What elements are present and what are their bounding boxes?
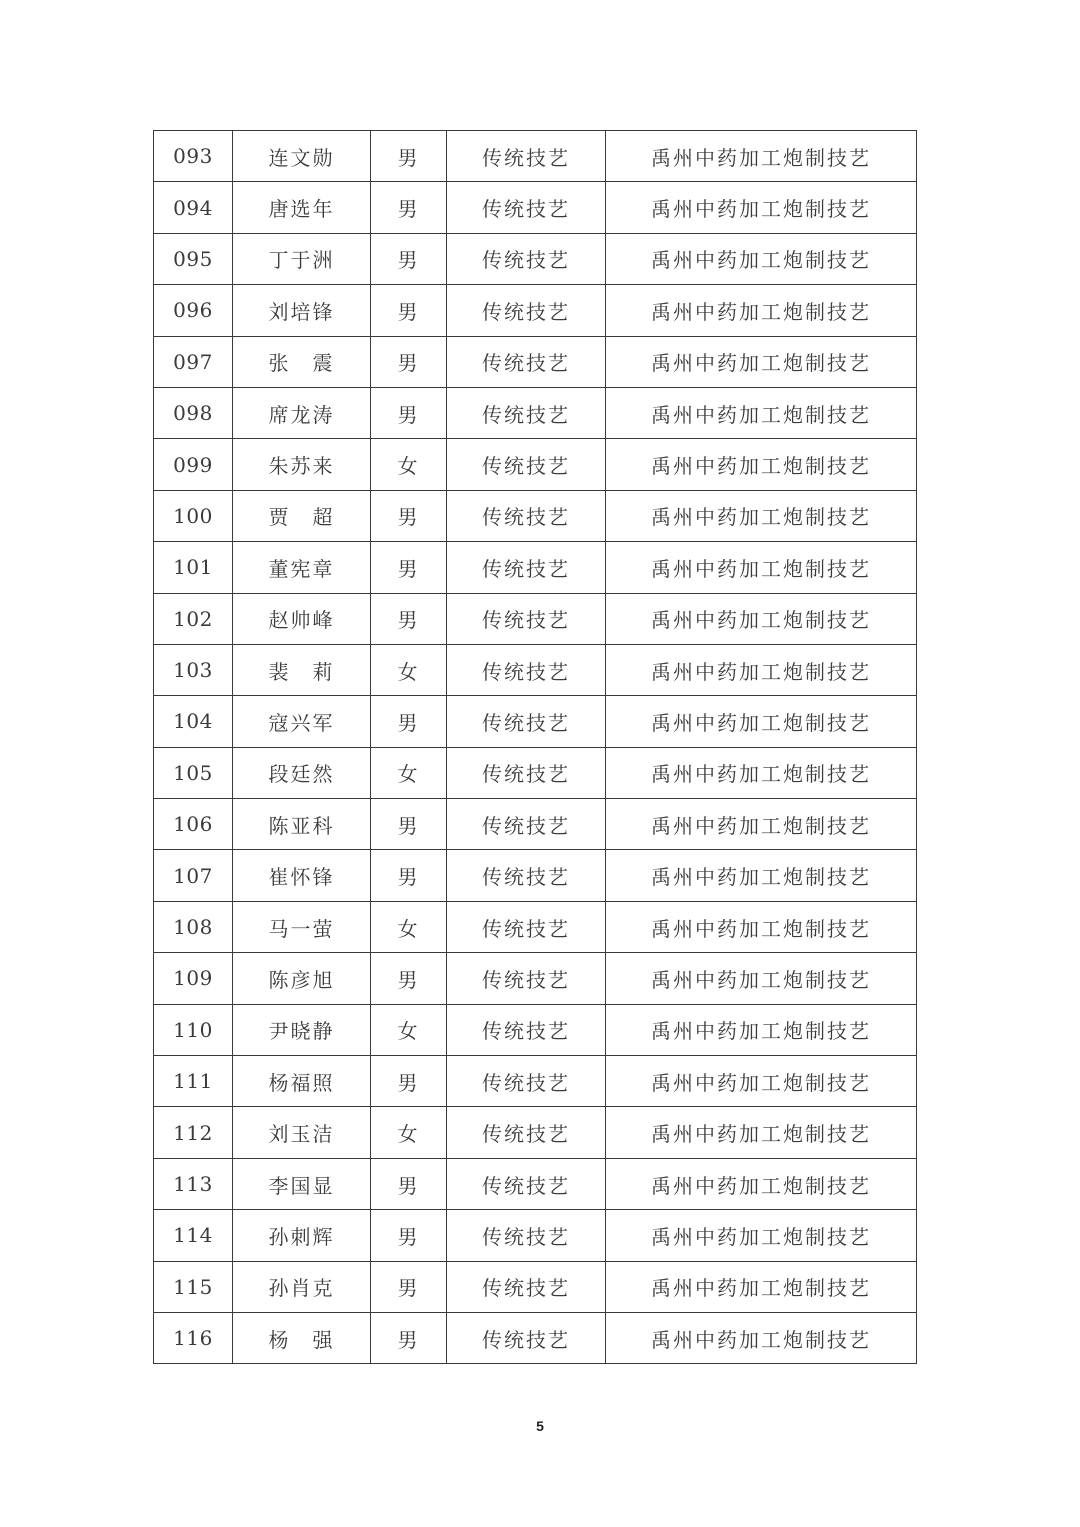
project-cell: 禹州中药加工炮制技艺 [606, 439, 917, 490]
table-row [154, 644, 917, 695]
gender-cell: 女 [371, 1004, 447, 1055]
gender-cell: 女 [371, 901, 447, 952]
table-row [154, 131, 917, 182]
row-number-cell: 109 [154, 953, 233, 1004]
table-row [154, 953, 917, 1004]
table-row [154, 1210, 917, 1261]
name-cell: 刘培锋 [233, 285, 371, 336]
project-cell: 禹州中药加工炮制技艺 [606, 1210, 917, 1261]
project-cell: 禹州中药加工炮制技艺 [606, 593, 917, 644]
category-cell: 传统技艺 [447, 542, 606, 593]
name-cell: 陈亚科 [233, 799, 371, 850]
row-number-cell: 098 [154, 387, 233, 438]
name-cell: 马一萤 [233, 901, 371, 952]
category-cell: 传统技艺 [447, 901, 606, 952]
row-number-cell: 105 [154, 747, 233, 798]
gender-cell: 男 [371, 799, 447, 850]
row-number-cell: 104 [154, 696, 233, 747]
project-cell: 禹州中药加工炮制技艺 [606, 644, 917, 695]
table-row [154, 850, 917, 901]
name-cell: 裴 莉 [233, 644, 371, 695]
category-cell: 传统技艺 [447, 233, 606, 284]
row-number-cell: 107 [154, 850, 233, 901]
table-row [154, 1158, 917, 1209]
row-number-cell: 099 [154, 439, 233, 490]
page-number: 5 [536, 1418, 544, 1434]
gender-cell: 男 [371, 233, 447, 284]
table-row [154, 593, 917, 644]
table-row [154, 901, 917, 952]
table-row [154, 542, 917, 593]
category-cell: 传统技艺 [447, 747, 606, 798]
name-cell: 朱苏来 [233, 439, 371, 490]
row-number-cell: 096 [154, 285, 233, 336]
row-number-cell: 102 [154, 593, 233, 644]
table-body [154, 131, 917, 1364]
row-number-cell: 097 [154, 336, 233, 387]
category-cell: 传统技艺 [447, 696, 606, 747]
name-cell: 连文勋 [233, 131, 371, 182]
project-cell: 禹州中药加工炮制技艺 [606, 799, 917, 850]
category-cell: 传统技艺 [447, 182, 606, 233]
name-cell: 寇兴军 [233, 696, 371, 747]
category-cell: 传统技艺 [447, 1312, 606, 1363]
gender-cell: 男 [371, 1210, 447, 1261]
gender-cell: 男 [371, 953, 447, 1004]
category-cell: 传统技艺 [447, 799, 606, 850]
category-cell: 传统技艺 [447, 644, 606, 695]
gender-cell: 男 [371, 1261, 447, 1312]
row-number-cell: 108 [154, 901, 233, 952]
project-cell: 禹州中药加工炮制技艺 [606, 336, 917, 387]
table-row [154, 1261, 917, 1312]
project-cell: 禹州中药加工炮制技艺 [606, 953, 917, 1004]
project-cell: 禹州中药加工炮制技艺 [606, 1312, 917, 1363]
project-cell: 禹州中药加工炮制技艺 [606, 1107, 917, 1158]
gender-cell: 女 [371, 644, 447, 695]
row-number-cell: 114 [154, 1210, 233, 1261]
category-cell: 传统技艺 [447, 1158, 606, 1209]
table-row [154, 387, 917, 438]
project-cell: 禹州中药加工炮制技艺 [606, 1056, 917, 1107]
inheritor-table [153, 130, 917, 1364]
category-cell: 传统技艺 [447, 336, 606, 387]
category-cell: 传统技艺 [447, 1210, 606, 1261]
project-cell: 禹州中药加工炮制技艺 [606, 1261, 917, 1312]
table-row [154, 799, 917, 850]
category-cell: 传统技艺 [447, 285, 606, 336]
table-row [154, 182, 917, 233]
project-cell: 禹州中药加工炮制技艺 [606, 490, 917, 541]
project-cell: 禹州中药加工炮制技艺 [606, 387, 917, 438]
row-number-cell: 111 [154, 1056, 233, 1107]
table-row [154, 490, 917, 541]
project-cell: 禹州中药加工炮制技艺 [606, 285, 917, 336]
gender-cell: 女 [371, 439, 447, 490]
name-cell: 崔怀锋 [233, 850, 371, 901]
category-cell: 传统技艺 [447, 1107, 606, 1158]
name-cell: 孙肖克 [233, 1261, 371, 1312]
name-cell: 董宪章 [233, 542, 371, 593]
gender-cell: 女 [371, 747, 447, 798]
table-row [154, 439, 917, 490]
gender-cell: 男 [371, 285, 447, 336]
row-number-cell: 101 [154, 542, 233, 593]
table-row [154, 696, 917, 747]
table-row [154, 336, 917, 387]
project-cell: 禹州中药加工炮制技艺 [606, 901, 917, 952]
project-cell: 禹州中药加工炮制技艺 [606, 696, 917, 747]
gender-cell: 女 [371, 1107, 447, 1158]
gender-cell: 男 [371, 387, 447, 438]
name-cell: 孙刺辉 [233, 1210, 371, 1261]
category-cell: 传统技艺 [447, 850, 606, 901]
name-cell: 贾 超 [233, 490, 371, 541]
category-cell: 传统技艺 [447, 1056, 606, 1107]
name-cell: 李国显 [233, 1158, 371, 1209]
row-number-cell: 094 [154, 182, 233, 233]
category-cell: 传统技艺 [447, 131, 606, 182]
table-row [154, 747, 917, 798]
name-cell: 尹晓静 [233, 1004, 371, 1055]
row-number-cell: 110 [154, 1004, 233, 1055]
category-cell: 传统技艺 [447, 1261, 606, 1312]
row-number-cell: 113 [154, 1158, 233, 1209]
project-cell: 禹州中药加工炮制技艺 [606, 542, 917, 593]
name-cell: 丁于洲 [233, 233, 371, 284]
row-number-cell: 112 [154, 1107, 233, 1158]
table-row [154, 1312, 917, 1363]
name-cell: 席龙涛 [233, 387, 371, 438]
table-row [154, 1004, 917, 1055]
table-row [154, 1056, 917, 1107]
table-row [154, 285, 917, 336]
gender-cell: 男 [371, 593, 447, 644]
gender-cell: 男 [371, 542, 447, 593]
name-cell: 杨 强 [233, 1312, 371, 1363]
gender-cell: 男 [371, 131, 447, 182]
project-cell: 禹州中药加工炮制技艺 [606, 1004, 917, 1055]
category-cell: 传统技艺 [447, 439, 606, 490]
row-number-cell: 103 [154, 644, 233, 695]
name-cell: 唐选年 [233, 182, 371, 233]
row-number-cell: 095 [154, 233, 233, 284]
category-cell: 传统技艺 [447, 953, 606, 1004]
table-row [154, 1107, 917, 1158]
project-cell: 禹州中药加工炮制技艺 [606, 1158, 917, 1209]
name-cell: 张 震 [233, 336, 371, 387]
project-cell: 禹州中药加工炮制技艺 [606, 233, 917, 284]
project-cell: 禹州中药加工炮制技艺 [606, 182, 917, 233]
table-row [154, 233, 917, 284]
gender-cell: 男 [371, 696, 447, 747]
name-cell: 陈彦旭 [233, 953, 371, 1004]
project-cell: 禹州中药加工炮制技艺 [606, 850, 917, 901]
row-number-cell: 093 [154, 131, 233, 182]
gender-cell: 男 [371, 336, 447, 387]
name-cell: 杨福照 [233, 1056, 371, 1107]
category-cell: 传统技艺 [447, 1004, 606, 1055]
row-number-cell: 115 [154, 1261, 233, 1312]
gender-cell: 男 [371, 1312, 447, 1363]
category-cell: 传统技艺 [447, 593, 606, 644]
gender-cell: 男 [371, 182, 447, 233]
gender-cell: 男 [371, 490, 447, 541]
name-cell: 段廷然 [233, 747, 371, 798]
gender-cell: 男 [371, 850, 447, 901]
row-number-cell: 100 [154, 490, 233, 541]
project-cell: 禹州中药加工炮制技艺 [606, 747, 917, 798]
project-cell: 禹州中药加工炮制技艺 [606, 131, 917, 182]
name-cell: 刘玉洁 [233, 1107, 371, 1158]
row-number-cell: 116 [154, 1312, 233, 1363]
row-number-cell: 106 [154, 799, 233, 850]
gender-cell: 男 [371, 1158, 447, 1209]
name-cell: 赵帅峰 [233, 593, 371, 644]
gender-cell: 男 [371, 1056, 447, 1107]
category-cell: 传统技艺 [447, 387, 606, 438]
category-cell: 传统技艺 [447, 490, 606, 541]
